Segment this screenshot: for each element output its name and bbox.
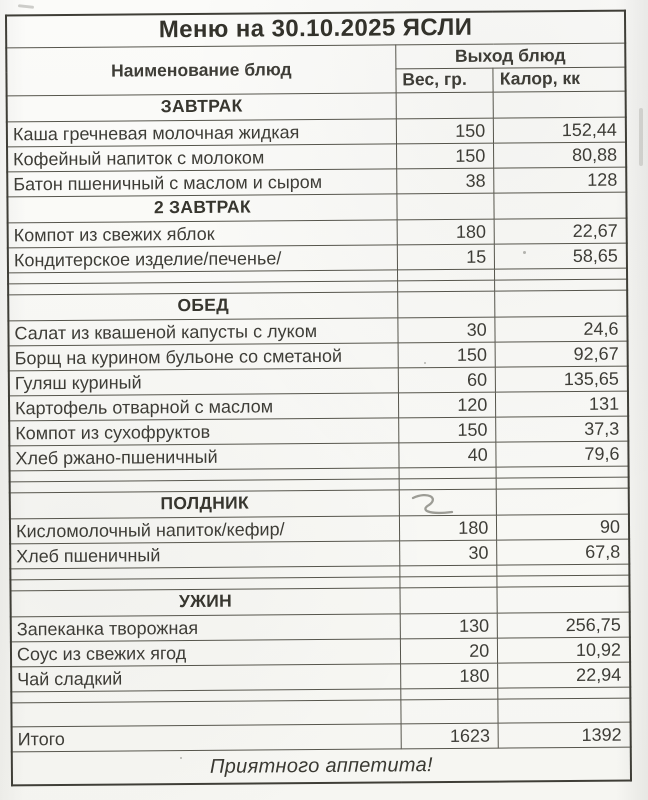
total-calories: 1392 <box>498 722 630 748</box>
total-weight: 1623 <box>401 723 499 749</box>
weight-value: 150 <box>398 342 496 368</box>
page-title: Меню на 30.10.2025 ЯСЛИ <box>6 11 625 48</box>
name-column-header: Наименование блюд <box>6 45 396 96</box>
empty-cell <box>401 688 499 700</box>
menu-table <box>5 10 632 787</box>
weight-value: 150 <box>396 118 494 144</box>
weight-value: 60 <box>398 367 496 393</box>
weight-value: 150 <box>396 143 494 169</box>
weight-cell <box>396 92 494 119</box>
calories-value: 58,65 <box>495 243 627 269</box>
calories-value: 135,65 <box>496 366 628 392</box>
weight-cell <box>399 489 497 516</box>
empty-cell <box>11 700 401 727</box>
weight-value: 15 <box>397 244 495 270</box>
weight-value: 120 <box>398 392 496 418</box>
empty-cell <box>400 565 498 577</box>
section-label: УЖИН <box>11 588 401 617</box>
calories-value: 22,67 <box>494 218 626 244</box>
weight-value: 20 <box>400 638 498 664</box>
weight-value: 180 <box>400 663 498 689</box>
empty-cell <box>401 699 499 724</box>
weight-cell <box>397 193 495 220</box>
table-head-rows <box>6 11 626 96</box>
dish-name: Кисломолочный напиток/кефир/ <box>10 516 400 544</box>
calories-value: 24,6 <box>495 316 627 342</box>
calories-value: 67,8 <box>497 539 629 565</box>
dish-name: Кофейный напиток с молоком <box>7 144 397 172</box>
dish-name: Каша гречневая молочная жидкая <box>7 119 397 147</box>
calories-value: 90 <box>497 514 629 540</box>
calories-value: 128 <box>494 167 626 193</box>
calories-value: 37,3 <box>496 416 628 442</box>
weight-value: 30 <box>398 317 496 343</box>
empty-cell <box>397 280 495 292</box>
weight-value: 180 <box>397 219 495 245</box>
empty-cell <box>397 269 495 281</box>
dish-name: Компот из сухофруктов <box>9 418 399 446</box>
footer-row <box>12 747 631 785</box>
title-row <box>6 11 625 48</box>
section-label: ЗАВТРАК <box>7 93 397 122</box>
calories-value: 131 <box>496 391 628 417</box>
calories-value: 80,88 <box>494 142 626 168</box>
calories-cell <box>497 586 629 613</box>
weight-value: 38 <box>397 168 495 194</box>
weight-value: 40 <box>399 442 497 468</box>
dish-name: Картофель отварной с маслом <box>9 393 399 421</box>
dish-name: Борщ на курином бульоне со сметаной <box>9 343 399 371</box>
menu-rows <box>7 91 631 752</box>
weight-value: 150 <box>399 417 497 443</box>
calories-value: 256,75 <box>497 612 629 638</box>
calories-value: 92,67 <box>495 341 627 367</box>
dish-name: Батон пшеничный с маслом и сыром <box>7 169 397 197</box>
section-label: ОБЕД <box>8 292 398 321</box>
empty-cell <box>399 467 497 479</box>
calories-cell <box>495 290 627 317</box>
table-footer-rows <box>12 747 631 785</box>
weight-value: 130 <box>400 613 498 639</box>
calories-value: 152,44 <box>494 117 626 143</box>
section-label: ПОЛДНИК <box>10 490 400 519</box>
output-group-header: Выход блюд <box>396 43 626 69</box>
calories-column-header: Калор, кк <box>493 67 625 92</box>
section-label: 2 ЗАВТРАК <box>7 194 397 223</box>
total-label: Итого <box>12 724 402 752</box>
calories-cell <box>494 192 626 219</box>
weight-value: 30 <box>399 540 497 566</box>
dish-name: Хлеб пшеничный <box>10 541 400 569</box>
dish-name: Хлеб ржано-пшеничный <box>9 443 399 471</box>
dish-name: Запеканка творожная <box>11 614 401 642</box>
empty-cell <box>399 478 497 490</box>
pencil-mark-artifact <box>18 4 34 9</box>
footer-note: Приятного аппетита! <box>12 747 631 785</box>
dish-name: Компот из свежих яблок <box>8 220 398 248</box>
weight-value: 180 <box>399 515 497 541</box>
calories-value: 22,94 <box>498 662 630 688</box>
empty-cell <box>400 576 498 588</box>
dish-name: Кондитерское изделие/печенье/ <box>8 245 398 273</box>
dish-name: Салат из квашеной капусты с луком <box>8 318 398 346</box>
calories-value: 10,92 <box>498 637 630 663</box>
dish-name: Гуляш куриный <box>9 368 399 396</box>
calories-cell <box>497 488 629 515</box>
weight-cell <box>398 291 496 318</box>
calories-value: 79,6 <box>496 441 628 467</box>
dish-name: Соус из свежих ягод <box>11 639 401 667</box>
scanner-edge-smudge <box>639 108 643 166</box>
weight-column-header: Вес, гр. <box>396 68 494 93</box>
weight-cell <box>400 587 498 614</box>
dish-name: Чай сладкий <box>11 664 401 692</box>
empty-cell <box>498 698 630 723</box>
calories-cell <box>493 91 625 118</box>
